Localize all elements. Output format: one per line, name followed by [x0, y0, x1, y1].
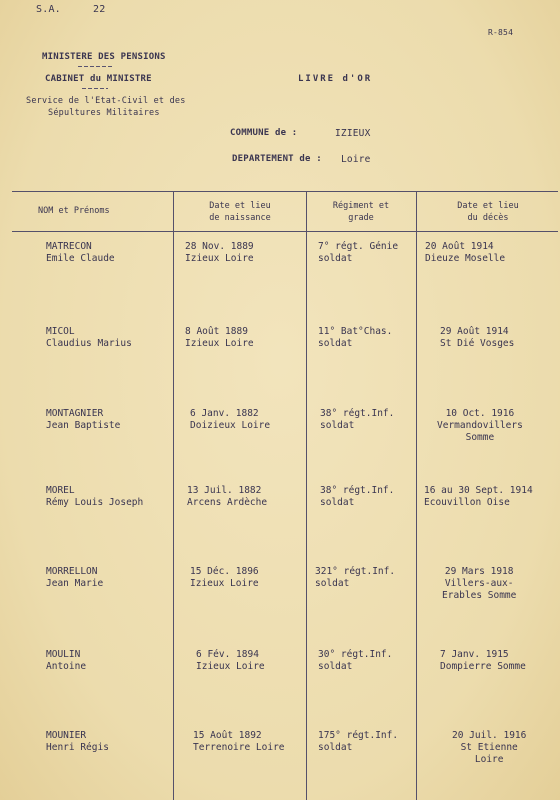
row-prenoms: Henri Régis: [46, 742, 109, 753]
row-regiment: 30° régt.Inf. soldat: [318, 649, 393, 672]
row-deces: 29 Mars 1918 Villers-aux- Erables Somme: [442, 566, 517, 601]
row-deces: 16 au 30 Sept. 1914 Ecouvillon Oise: [424, 485, 533, 508]
row-name-cell: [46, 241, 115, 265]
row-name-cell: [46, 326, 132, 350]
column-header-nom: NOM et Prénoms: [38, 206, 110, 216]
row-nom: MOUNIER: [46, 730, 87, 741]
service-line-2: Sépultures Militaires: [48, 108, 160, 118]
row-nom: MONTAGNIER: [46, 408, 104, 419]
row-naissance: 13 Juil. 1882 Arcens Ardèche: [187, 485, 268, 508]
row-regiment: 321° régt.Inf. soldat: [315, 566, 396, 589]
departement-label: DEPARTEMENT de :: [232, 154, 322, 164]
row-prenoms: Antoine: [46, 661, 87, 672]
row-nom: MOREL: [46, 485, 75, 496]
row-name-cell: [46, 730, 109, 754]
table-header-rule: [12, 231, 558, 232]
row-regiment: 175° régt.Inf. soldat: [318, 730, 399, 753]
row-nom: MICOL: [46, 326, 75, 337]
row-prenoms: Claudius Marius: [46, 338, 132, 349]
row-nom: MOULIN: [46, 649, 81, 660]
column-divider: [306, 191, 307, 800]
row-naissance: 6 Fév. 1894 Izieux Loire: [196, 649, 265, 672]
row-regiment: 38° régt.Inf. soldat: [320, 408, 395, 431]
row-prenoms: Jean Baptiste: [46, 420, 121, 431]
row-deces: 7 Janv. 1915 Dompierre Somme: [440, 649, 526, 672]
row-regiment: 7° régt. Génie soldat: [318, 241, 399, 264]
row-regiment: 38° régt.Inf. soldat: [320, 485, 395, 508]
row-name-cell: [46, 566, 103, 590]
ref-left: S.A.: [36, 4, 61, 15]
separator-dash: [82, 88, 108, 89]
row-name-cell: [46, 485, 143, 509]
row-naissance: 6 Janv. 1882 Doizieux Loire: [190, 408, 271, 431]
row-deces: 20 Juil. 1916 St Etienne Loire: [452, 730, 527, 765]
row-deces: 29 Août 1914 St Dié Vosges: [440, 326, 515, 349]
ref-number: 22: [93, 4, 106, 15]
commune-label: COMMUNE de :: [230, 128, 298, 138]
row-nom: MORRELLON: [46, 566, 98, 577]
document-title: LIVRE d'OR: [298, 74, 373, 84]
column-header-naissance: Date et lieu de naissance: [209, 201, 271, 223]
row-prenoms: Jean Marie: [46, 578, 104, 589]
separator-dash: [78, 66, 114, 67]
row-naissance: 28 Nov. 1889 Izieux Loire: [185, 241, 254, 264]
ref-right: R-854: [488, 28, 514, 37]
column-divider: [173, 191, 174, 800]
commune-value: IZIEUX: [335, 128, 371, 139]
row-deces: 20 Août 1914 Dieuze Moselle: [425, 241, 506, 264]
row-nom: MATRECON: [46, 241, 92, 252]
row-name-cell: [46, 408, 120, 432]
column-header-regiment: Régiment et grade: [332, 201, 390, 223]
row-prenoms: Emile Claude: [46, 253, 115, 264]
table-top-rule: [12, 191, 558, 192]
ministry-name: MINISTERE DES PENSIONS: [42, 52, 166, 62]
column-divider: [416, 191, 417, 800]
service-line-1: Service de l'Etat-Civil et des: [26, 96, 186, 106]
row-naissance: 15 Août 1892 Terrenoire Loire: [193, 730, 285, 753]
row-name-cell: [46, 649, 86, 673]
cabinet-name: CABINET du MINISTRE: [45, 74, 152, 84]
row-regiment: 11° Bat°Chas. soldat: [318, 326, 393, 349]
row-naissance: 8 Août 1889 Izieux Loire: [185, 326, 254, 349]
row-naissance: 15 Déc. 1896 Izieux Loire: [190, 566, 259, 589]
column-header-deces: Date et lieu du décès: [457, 201, 519, 223]
row-prenoms: Rémy Louis Joseph: [46, 497, 144, 508]
departement-value: Loire: [341, 154, 371, 165]
row-deces: 10 Oct. 1916 Vermandovillers Somme: [437, 408, 523, 443]
